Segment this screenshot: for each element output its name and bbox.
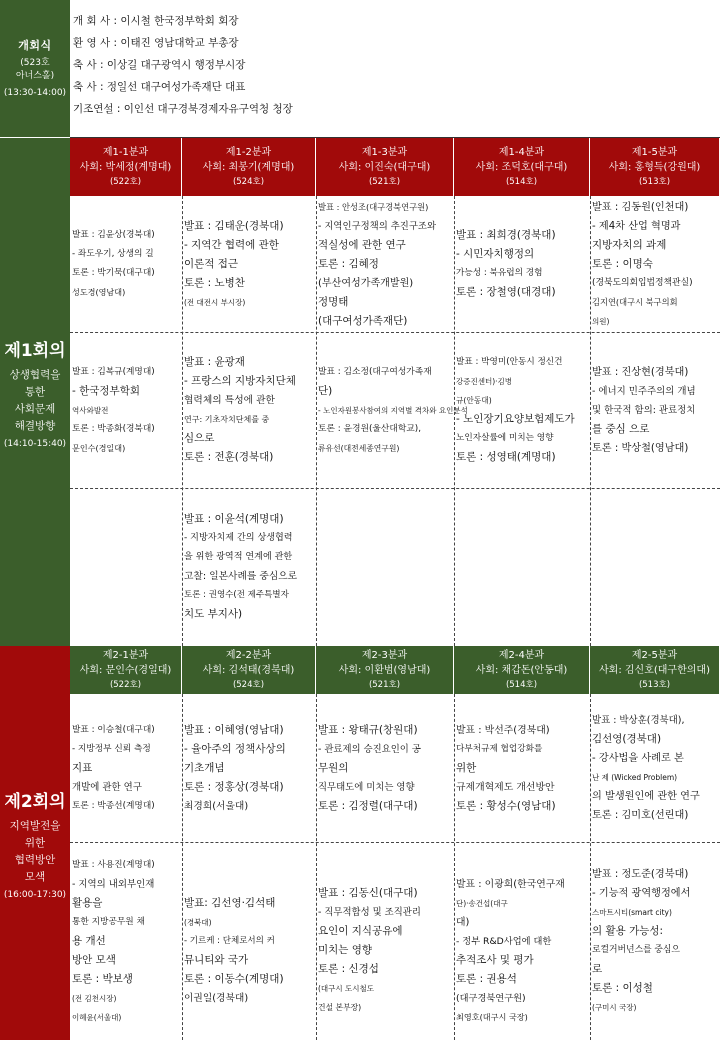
- session2-session-cell: [70, 842, 182, 1040]
- session2-subsession-header: [454, 646, 590, 694]
- cell-line: 로컬거버넌스를 중심으: [592, 945, 680, 955]
- session1-sub-line: 상생협력을: [9, 368, 61, 381]
- cell-line: 난 제 (Wicked Problem): [592, 773, 678, 782]
- cell-line: 기초개념: [184, 761, 225, 774]
- cell-line: 발표 : 왕태규(창원대): [318, 723, 418, 736]
- session1-session-cell: [590, 332, 720, 488]
- opening-room: (523호: [20, 58, 50, 68]
- subsession-name: 제2-3분과: [361, 649, 408, 661]
- cell-line: 용 개선: [72, 934, 106, 947]
- column-divider: [182, 196, 183, 646]
- session2-session-cell: [590, 842, 720, 1040]
- cell-line: 최경희(서울대): [184, 800, 249, 812]
- cell-line: - 노인자원봉사참여의 지역별 격차와 요인분석: [318, 405, 468, 415]
- session1-sub-line: 사회문제: [14, 402, 56, 415]
- subsession-chair: 사회: 박세정(계명대): [79, 161, 172, 173]
- session2-label: [0, 646, 70, 1040]
- session1-subsession-header: [70, 138, 182, 196]
- subsession-room: (521호): [368, 176, 401, 187]
- cell-line: 방안 모색: [72, 953, 116, 966]
- cell-line: 발표: 김선영·김석태: [184, 896, 276, 909]
- cell-line: 토론 : 김미호(선린대): [592, 810, 689, 821]
- cell-line: 토론 : 이명숙: [592, 257, 653, 270]
- cell-line: 다부처규제 협업강화를: [456, 743, 543, 754]
- subsession-name: 제2-1분과: [102, 649, 149, 661]
- cell-line: 정명태: [318, 295, 349, 308]
- subsession-name: 제1-2분과: [225, 146, 272, 158]
- session1-session-cell: [182, 196, 316, 332]
- session1-time: (14:10-15:40): [3, 438, 67, 449]
- subsession-chair: 사회: 문인수(경일대): [79, 664, 172, 676]
- opening-ceremony-details: [70, 0, 720, 138]
- cell-line: (대구경북연구원): [456, 992, 526, 1004]
- cell-line: 적실성에 관한 연구: [318, 238, 406, 251]
- session2-session-cell: [454, 694, 590, 842]
- cell-line: - 프랑스의 지방자치단체: [184, 375, 296, 387]
- session2-sub-line: 지역발전을: [9, 819, 61, 832]
- cell-line: 토론 : 김혜정: [318, 257, 379, 270]
- cell-line: 지표: [72, 761, 93, 774]
- cell-line: - 지방정부 신뢰 측정: [72, 743, 151, 754]
- session1-subsession-header: [182, 138, 316, 196]
- cell-line: 최영호(대구시 국장): [456, 1011, 528, 1022]
- session1-sub-line: 통한: [24, 385, 46, 398]
- cell-line: 치도 부지사): [184, 608, 243, 620]
- opening-ceremony-label: [0, 0, 70, 138]
- cell-line: - 직무적합성 및 조직관리: [318, 907, 421, 918]
- cell-line: 무원의: [318, 761, 349, 774]
- session2-subsession-header: [182, 646, 316, 694]
- cell-line: 강증진센터)·김병: [456, 377, 513, 386]
- cell-line: 위한: [456, 761, 477, 774]
- session2-session-cell: [182, 694, 316, 842]
- cell-line: 발표 : 안성조(대구경북연구원): [318, 201, 429, 212]
- session1-session-cell: [182, 332, 316, 488]
- subsession-room: (513호): [638, 679, 671, 690]
- cell-line: 토론 : 김정렬(대구대): [318, 799, 418, 812]
- session1-label: [0, 138, 70, 646]
- session1-session-cell: [590, 196, 720, 332]
- session1-session-cell: [316, 488, 454, 646]
- cell-line: (대구시 도시철도: [318, 984, 375, 993]
- cell-line: 대): [456, 916, 470, 928]
- cell-line: 로: [592, 963, 603, 975]
- cell-line: 미치는 영향: [318, 944, 373, 956]
- row-divider: [70, 842, 720, 843]
- session2-grid: [70, 646, 720, 1040]
- cell-line: 의 발생원인에 관한 연구: [592, 791, 700, 802]
- cell-line: 지방자치의 과제: [592, 238, 667, 251]
- subsession-name: 제1-1분과: [102, 146, 149, 158]
- cell-line: - 시민자치행정의: [456, 248, 535, 260]
- cell-line: 문인수(경일대): [72, 442, 126, 453]
- cell-line: 발표 : 김복규(계명대): [72, 366, 155, 377]
- cell-line: 발표 : 윤광재: [184, 356, 245, 368]
- opening-row: 축 사 : 이상길 대구광역시 행정부시장: [73, 59, 246, 71]
- cell-line: 를 중심 으로: [592, 422, 650, 435]
- cell-line: 의 활용 가능성:: [592, 925, 664, 937]
- session1-session-cell: [70, 488, 182, 646]
- cell-line: 발표 : 박상훈(경북대),: [592, 715, 685, 726]
- cell-line: - 에너지 민주주의의 개념: [592, 385, 696, 397]
- session2-session-cell: [590, 694, 720, 842]
- cell-line: 토론 : 윤경원(울산대학교),: [318, 423, 422, 434]
- column-divider: [454, 694, 455, 1040]
- cell-line: 발표 : 김소정(대구여성가족재: [318, 366, 432, 377]
- cell-line: - 정부 R&D사업에 대한: [456, 935, 552, 947]
- cell-line: 발표 : 박선주(경북대): [456, 724, 550, 736]
- session2-sub-line: 모색: [24, 870, 46, 883]
- cell-line: - 좌도우기, 상생의 길: [72, 249, 154, 259]
- subsession-chair: 사회: 홍형득(강원대): [608, 161, 701, 173]
- cell-line: (전 김천시장): [72, 993, 117, 1003]
- cell-line: - 기능적 광역행정에서: [592, 888, 691, 899]
- cell-line: 발표 : 김태운(경북대): [184, 219, 284, 232]
- cell-line: 발표 : 김동원(인천대): [592, 201, 689, 213]
- session2-title: 제2회의: [4, 791, 66, 812]
- cell-line: 토론 : 전훈(경북대): [184, 451, 274, 463]
- subsession-chair: 사회: 채갑돈(안동대): [475, 664, 568, 676]
- session1-session-cell: [590, 488, 720, 646]
- cell-line: 을 위한 광역적 연계에 관한: [184, 552, 293, 562]
- row-divider: [70, 488, 720, 489]
- cell-line: (전 대전시 부시장): [184, 297, 246, 307]
- cell-line: 김선영(경북대): [592, 733, 662, 745]
- subsession-name: 제2-2분과: [225, 649, 272, 661]
- cell-line: 의원): [592, 316, 610, 326]
- cell-line: 추적조사 및 평가: [456, 953, 534, 966]
- cell-line: - 제4차 산업 혁명과: [592, 220, 681, 232]
- cell-line: 발표 : 진상현(경북대): [592, 366, 689, 378]
- cell-line: 협력체의 특성에 관한: [184, 395, 275, 406]
- cell-line: 요인이 지식공유에: [318, 925, 403, 937]
- opening-row: 기조연설 : 이인선 대구경북경제자유구역청 청장: [73, 103, 293, 115]
- cell-line: (대구여성가족재단): [318, 314, 408, 327]
- cell-line: - 율아주의 정책사상의: [184, 742, 286, 755]
- session1-session-cell: [182, 488, 316, 646]
- opening-row: 축 사 : 정일선 대구여성가족재단 대표: [73, 81, 246, 93]
- session1-session-cell: [316, 332, 468, 488]
- subsession-name: 제1-5분과: [631, 146, 678, 158]
- subsession-room: (514호): [505, 679, 538, 690]
- session1-session-cell: [454, 196, 590, 332]
- cell-line: 토론 : 이성철: [592, 982, 653, 994]
- cell-line: 통한 지방공무원 채: [72, 916, 145, 927]
- cell-line: (구미시 국장): [592, 1003, 637, 1012]
- cell-line: 역사와발전: [72, 405, 109, 415]
- column-divider: [316, 196, 317, 646]
- cell-line: 연구: 기초자치단체를 중: [184, 415, 270, 424]
- subsession-name: 제1-3분과: [361, 146, 408, 158]
- cell-line: (부산여성가족개발원): [318, 277, 414, 289]
- cell-line: 개발에 관한 연구: [72, 781, 142, 793]
- column-divider: [316, 694, 317, 1040]
- cell-line: - 지역인구정책의 추진구조와: [318, 220, 437, 232]
- cell-line: 토론 : 황성수(영남대): [456, 799, 556, 812]
- cell-line: 발표 : 김윤상(경북대): [72, 230, 155, 240]
- session2-sub-line: 위한: [24, 836, 46, 849]
- subsession-room: (513호): [638, 176, 671, 187]
- cell-line: 토론 : 노병찬: [184, 276, 245, 289]
- opening-row: 개 회 사 : 이시철 한국정부학회 회장: [73, 15, 239, 27]
- session1-sub-line: 해결방향: [14, 419, 56, 432]
- cell-line: 고찰: 일본사례를 중심으로: [184, 571, 298, 582]
- subsession-name: 제1-4분과: [498, 146, 545, 158]
- cell-line: 성도경(영남대): [72, 287, 126, 297]
- session1-session-cell: [454, 332, 590, 488]
- cell-line: 토론 : 박보생: [72, 972, 133, 985]
- cell-line: - 지역간 협력에 관한: [184, 238, 279, 251]
- cell-line: 토론 : 박기묵(대구대): [72, 268, 155, 278]
- column-divider: [590, 694, 591, 1040]
- cell-line: 발표 : 이윤석(계명대): [184, 513, 284, 525]
- cell-line: 김지연(대구시 북구의회: [592, 296, 678, 307]
- cell-line: 토론 : 정홍상(경북대): [184, 780, 284, 793]
- cell-line: 토론 : 권용석: [456, 972, 517, 985]
- session1-session-cell: [316, 196, 454, 332]
- cell-line: 토론 : 박종화(경북대): [72, 423, 155, 434]
- cell-line: 규제개혁제도 개선방안: [456, 781, 555, 793]
- opening-room-2: 아너스홀): [15, 71, 55, 81]
- subsession-chair: 사회: 최봉기(계명대): [202, 161, 295, 173]
- session2-session-cell: [316, 842, 454, 1040]
- session1-subsession-header: [454, 138, 590, 196]
- column-divider: [454, 196, 455, 646]
- cell-line: - 지역의 내외부인재: [72, 878, 155, 890]
- cell-line: 발표 : 이혜영(영남대): [184, 723, 284, 736]
- subsession-chair: 사회: 조덕호(대구대): [475, 161, 568, 173]
- cell-line: 및 한국적 함의: 관료정치: [592, 404, 696, 416]
- cell-line: 가능성 : 북유럽의 경험: [456, 268, 543, 278]
- cell-line: - 노인장기요양보험제도가: [456, 413, 575, 425]
- cell-line: [456, 856, 588, 875]
- cell-line: 스마트시티(smart city): [592, 908, 672, 917]
- session2-subsession-header: [590, 646, 720, 694]
- subsession-room: (524호): [232, 679, 265, 690]
- subsession-room: (522호): [109, 176, 142, 187]
- subsession-room: (522호): [109, 679, 142, 690]
- opening-row: 환 영 사 : 이태진 영남대학교 부총장: [73, 37, 239, 49]
- column-divider: [590, 196, 591, 646]
- cell-line: 발표 : 사용진(계명대): [72, 859, 155, 870]
- session1-session-cell: [70, 196, 182, 332]
- cell-line: 이론적 접근: [184, 257, 239, 270]
- cell-line: - 기르케 : 단체로서의 커: [184, 935, 275, 946]
- cell-line: [184, 875, 314, 894]
- cell-line: 발표 : 이광희(한국연구재: [456, 878, 565, 890]
- cell-line: 건설 본부장): [318, 1003, 362, 1012]
- cell-line: 토론 : 신경섭: [318, 963, 379, 975]
- cell-line: 토론 : 장철영(대경대): [456, 286, 556, 298]
- session2-subsession-header: [316, 646, 454, 694]
- cell-line: 이혜윤(서울대): [72, 1012, 122, 1022]
- subsession-chair: 사회: 김석태(경북대): [202, 664, 295, 676]
- cell-line: - 한국정부학회: [72, 384, 140, 397]
- cell-line: 발표 : 박영미(안동시 정신건: [456, 357, 563, 367]
- subsession-room: (514호): [505, 176, 538, 187]
- cell-line: 토론 : 권영수(전 제주특별자: [184, 590, 289, 600]
- session1-session-cell: [454, 488, 590, 646]
- cell-line: 토론 : 박종선(계명대): [72, 800, 155, 811]
- session1-subsession-header: [590, 138, 720, 196]
- cell-line: - 지방자치제 간의 상생협력: [184, 533, 293, 543]
- opening-title: 개회식: [18, 39, 52, 52]
- cell-line: (경북대): [184, 917, 212, 927]
- subsession-room: (521호): [368, 679, 401, 690]
- cell-line: 단): [318, 384, 333, 397]
- cell-line: 발표 : 이승철(대구대): [72, 724, 155, 735]
- subsession-chair: 사회: 이진숙(대구대): [338, 161, 431, 173]
- subsession-chair: 사회: 김신호(대구한의대): [599, 664, 710, 676]
- cell-line: - 관료제의 승진요인이 공: [318, 743, 421, 755]
- subsession-name: 제2-5분과: [631, 649, 678, 661]
- cell-line: 심으로: [184, 432, 215, 444]
- column-divider: [182, 694, 183, 1040]
- cell-line: 직무태도에 미치는 영향: [318, 781, 415, 793]
- cell-line: 규(안동대): [456, 396, 492, 405]
- row-divider: [70, 332, 720, 333]
- session2-session-cell: [182, 842, 316, 1040]
- session2-subsession-header: [70, 646, 182, 694]
- session2-session-cell: [316, 694, 454, 842]
- cell-line: 발표 : 정도준(경북대): [592, 869, 689, 880]
- subsession-name: 제2-4분과: [498, 649, 545, 661]
- cell-line: 류유선(대전세종연구원): [318, 443, 400, 453]
- session2-sub-line: 협력방안: [14, 853, 56, 866]
- session1-title: 제1회의: [4, 340, 66, 361]
- cell-line: 뮤니티와 국가: [184, 953, 249, 966]
- cell-line: 발표 : 최희경(경북대): [456, 229, 556, 241]
- cell-line: (경북도의회입법정책관실): [592, 277, 693, 288]
- session2-time: (16:00-17:30): [3, 889, 67, 900]
- session2-session-cell: [70, 694, 182, 842]
- cell-line: 발표 : 김동신(대구대): [318, 887, 418, 899]
- cell-line: [318, 865, 452, 884]
- cell-line: 단)·송건섭(대구: [456, 898, 508, 908]
- subsession-chair: 사회: 이환범(영남대): [338, 664, 431, 676]
- opening-time: (13:30-14:00): [3, 88, 67, 98]
- cell-line: 활용을: [72, 896, 103, 909]
- cell-line: 토론 : 성영태(계명대): [456, 451, 556, 463]
- session1-subsession-header: [316, 138, 454, 196]
- cell-line: 토론 : 박상철(영남대): [592, 442, 689, 454]
- subsession-room: (524호): [232, 176, 265, 187]
- session1-grid: [70, 138, 720, 646]
- cell-line: - 강사법을 사례로 본: [592, 753, 684, 764]
- session2-session-cell: [454, 842, 590, 1040]
- cell-line: 노인자살률에 미치는 영향: [456, 433, 554, 443]
- cell-line: 토론 : 이동수(계명대): [184, 972, 284, 985]
- cell-line: 이권일(경북대): [184, 992, 249, 1004]
- session1-session-cell: [70, 332, 182, 488]
